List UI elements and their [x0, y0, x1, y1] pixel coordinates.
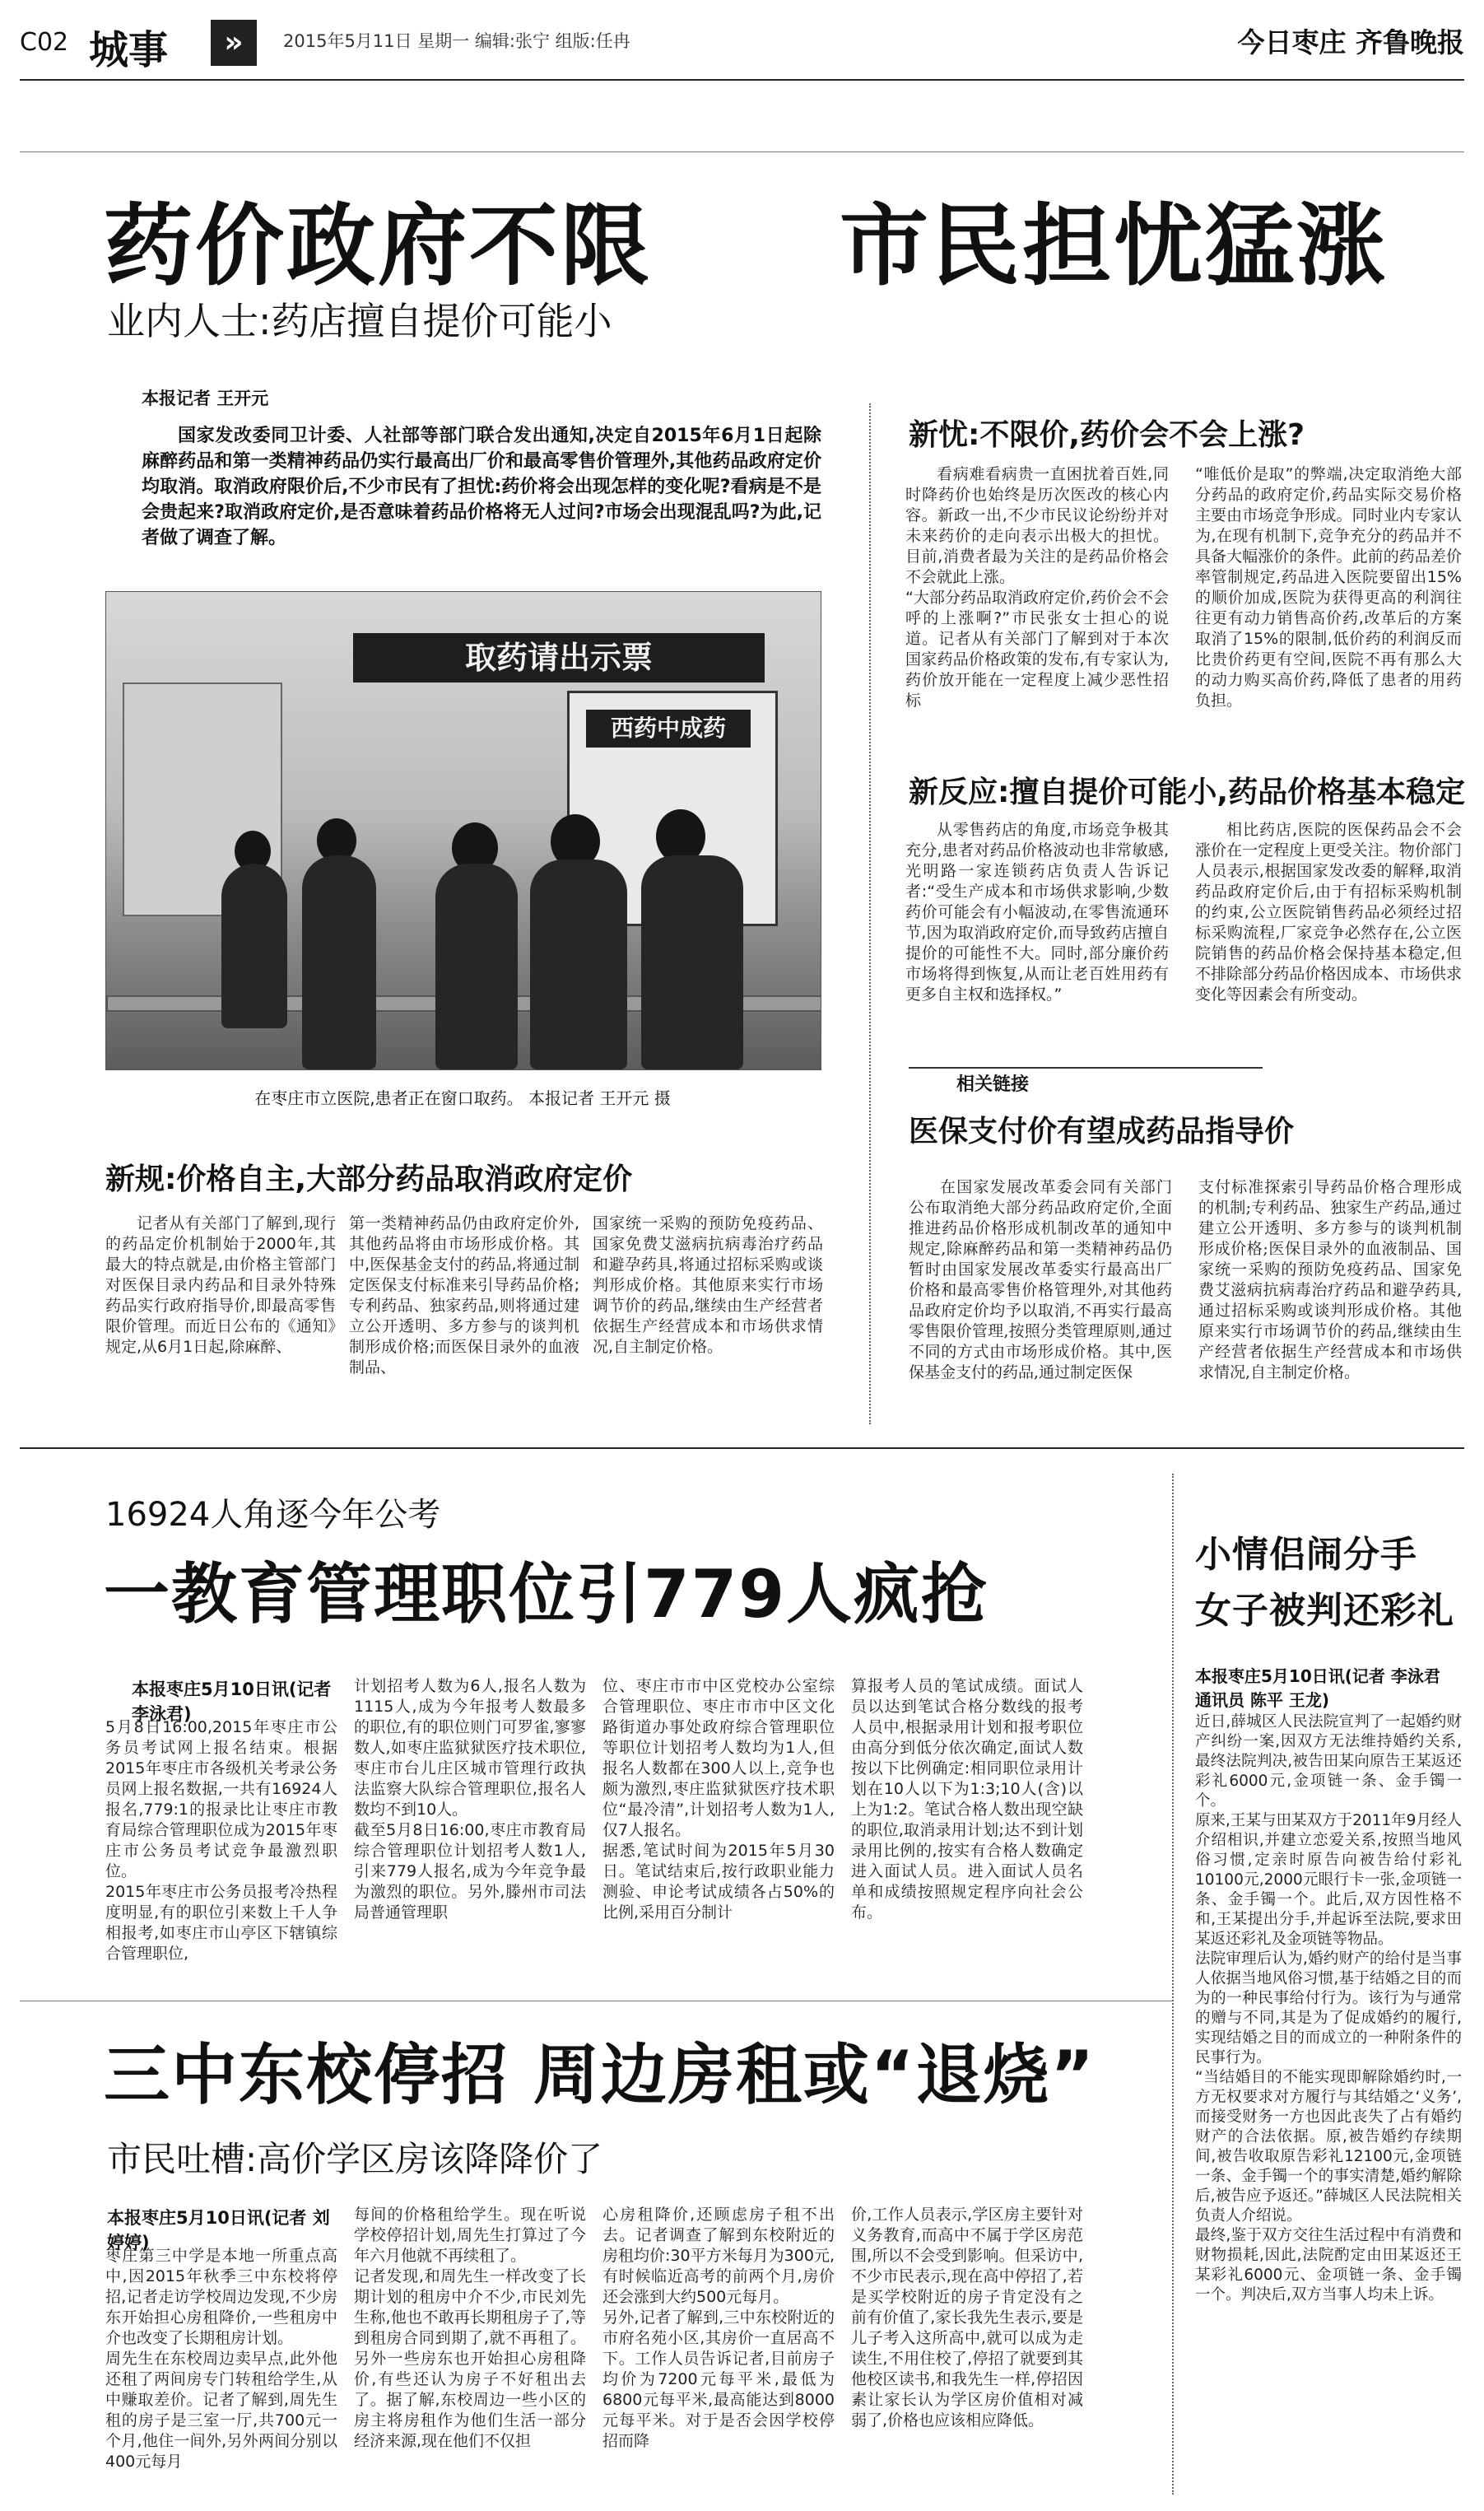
- related-heading: 医保支付价有望成药品指导价: [909, 1115, 1295, 1148]
- photo-person: [530, 860, 627, 1069]
- header-rule-second: [20, 151, 1464, 152]
- new-rules-col2: 第一类精神药品仍由政府定价外,其他药品将由市场形成价格。其中,医保基金支付的药品,将通过制定医保支付标准来引导药品价格;专利药品、独家药品,则将通过建立公开透明、多方参与的谈判机制形成价格;而医保目录外的血液制品、: [349, 1214, 579, 1377]
- photo-sign-window: 西药中成药: [586, 710, 751, 748]
- new-rules-col3: 国家统一采购的预防免疫药品、国家免费艾滋病抗病毒治疗药品和避孕药具,将通过招标采购或谈判形成价格。其他原来实行市场调节价的药品,继续由生产经营者依据生产经营成本和市场供求情况,自主制定价格。: [593, 1214, 823, 1356]
- worry-heading: 新忧:不限价,药价会不会上涨?: [909, 418, 1305, 452]
- newspaper-brand: 今日枣庄 齐鲁晚报: [1237, 26, 1464, 58]
- story2-col2: 计划招考人数为6人,报名人数为1115人,成为今年报考人数最多的职位,有的职位则门可罗雀,寥寥数人,如枣庄监狱狱医疗技术职位,枣庄市台儿庄区城市管理行政执法监察大队综合管理职位,报名人数均不到10人。 截至5月8日16:00,枣庄市教育局综合管理职位计划招考人数1人,引来779人报名,成为今年竞争最为激烈的职位。另外,滕州市司法局普通管理职: [354, 1677, 586, 1922]
- story4-body: 近日,薛城区人民法院宣判了一起婚约财产纠纷一案,因双方无法维持婚约关系,最终法院判决,被告田某向原告王某返还彩礼6000元,金项链一条、金手镯一个。 原来,王某与田某双方于2011年9月经人介绍相识,并建立恋爱关系,按照当地风俗习惯,定亲时原告向被告给付彩礼10100元,2000元眼行卡一张,金项链一条、金手镯一个。此后,双方因性格不和,王某提出分手,并起诉至法院,要求田某返还彩礼及金项链等物品。 法院审理后认为,婚约财产的给付是当事人依据当地风俗习惯,基于结婚之目的而为的一种民事给付行为。该行为与通常的赠与不同,其是为了促成婚约的履行,实现结婚之目的而成立的一种附条件的民事行为。 “当结婚目的不能实现即解除婚约时,一方无权要求对方履行与其结婚之‘义务’,而接受财务一方也因此丧失了占有婚约财产的合法依据。原,被告婚约存续期间,被告收取原告彩礼12100元,金项链一条、金手镯一个的事实清楚,婚约解除后,被告应予返还。”薛城区人民法院相关负责人介绍说。 最终,鉴于双方交往生活过程中有消费和财物损耗,因此,法院酌定由田某返还王某彩礼6000元、金项链一条、金手镯一个。判决后,双方当事人均未上诉。: [1195, 1713, 1462, 2304]
- related-rule: [909, 1067, 1263, 1069]
- story3-col4: 价,工作人员表示,学区房主要针对义务教育,而高中不属于学区房范围,所以不会受到影响。但采访中,不少市民表示,现在高中停招了,若是买学校附近的房子肯定没有之前有价值了,家长我先生表示,要是儿子考入这所高中,就可以成为走读生,不用住校了,停招了就要到其他校区读书,和我先生一样,停招因素让家长认为学区房价值相对减弱了,价格也应该相应降低。: [851, 2206, 1083, 2429]
- story3-col3: 心房租降价,还顾虑房子租不出去。记者调查了解到东校附近的房租均价:30平方米每月为300元,有时候临近高考的前两个月,房价还会涨到大约500元每月。 另外,记者了解到,三中东校附近的市府名苑小区,其房价一直居高不下。工作人员告诉记者,目前房子均价为7200元每平米,最低为6800元每平米,最高能达到8000元每平米。对于是否会因学校停招而降: [602, 2206, 835, 2450]
- photo-person: [641, 855, 743, 1069]
- story1-lead: 国家发改委同卫计委、人社部等部门联合发出通知,决定自2015年6月1日起除麻醉药品和第一类精神药品仍实行最高出厂价和最高零售价管理外,其他药品政府定价均取消。取消政府限价后,不少市民有了担忧:药价将会出现怎样的变化呢?看病是不是会贵起来?取消政府定价,是否意味着药品价格将无人过问?市场会出现混乱吗?为此,记者做了调查了解。: [142, 426, 821, 548]
- column-divider: [869, 403, 871, 1424]
- story3-headline: 三中东校停招 周边房租或“退烧”: [104, 2037, 1096, 2113]
- story2-byline: 本报枣庄5月10日讯(记者 李泳君): [132, 1679, 332, 1724]
- story2-col4: 算报考人员的笔试成绩。面试人员以达到笔试合格分数线的报考人员中,根据录用计划和报考职位由高分到低分依次确定,面试人数按以下比例确定:相同职位录用计划在10人以下为1:3;10人(含)以上为1:2。笔试合格人数出现空缺的职位,取消录用计划;达不到计划录用比例的,按实有合格人数确定进入面试人员。进入面试人员名单和成绩按照规定程序向社会公布。: [851, 1677, 1083, 1922]
- story1-subtitle: 业内人士:药店擅自提价可能小: [107, 299, 612, 343]
- photo-person: [302, 855, 376, 1069]
- story3-col1: 枣庄第三中学是本地一所重点高中,因2015年秋季三中东校将停招,记者走访学校周边发现,不少房东开始担心房租降价,一些租房中介也改变了长期租房计划。 周先生在东校周边卖早点,此外他还租了两间房专门转租给学生,从中赚取差价。记者了解到,周先生租的房子是三室一厅,共700元一个月,他住一间外,另外两间分别以400元每月: [105, 2247, 337, 2471]
- reaction-col1: 从零售药店的角度,市场竞争极其充分,患者对药品价格波动也非常敏感,光明路一家连锁药店负责人告诉记者:“受生产成本和市场供求影响,少数药价可能会有小幅波动,在零售流通环节,因为取消政府定价,而导致药店擅自提价的可能性不大。同时,部分廉价药市场将得到恢复,从而让老百姓用药有更多自主权和选择权。”: [905, 821, 1169, 1004]
- story4-byline: 本报枣庄5月10日讯(记者 李泳君 通讯员 陈平 王龙): [1195, 1666, 1440, 1710]
- story3-subtitle: 市民吐槽:高价学区房该降降价了: [107, 2139, 603, 2179]
- story3-byline: 本报枣庄5月10日讯(记者 刘婷婷): [107, 2208, 330, 2252]
- story3-col2: 每间的价格租给学生。现在听说学校停招计划,周先生打算过了今年六月他就不再续租了。 记者发现,和周先生一样改变了长期计划的租房中介不少,市民刘先生称,他也不敢再长期租房子了,等到租房合同到期了,就不再租了。另外一些房东也开始担心房租降价,有些还认为房子不好租出去了。据了解,东校周边一些小区的房主将房租作为他们生活一部分经济来源,现在他们不仅担: [354, 2206, 586, 2450]
- pharmacy-photo: [105, 591, 821, 1070]
- section-title: 城事: [89, 27, 169, 73]
- issue-meta: 2015年5月11日 星期一 编辑:张宁 组版:任冉: [283, 31, 630, 51]
- story2-headline: 一教育管理职位引779人疯抢: [104, 1556, 989, 1633]
- double-chevron-icon: »: [211, 20, 257, 66]
- related-col1: 在国家发展改革委会同有关部门公布取消绝大部分药品政府定价,全面推进药品价格形成机制改革的通知中规定,除麻醉药品和第一类精神药品仍暂时由国家发展改革委实行最高出厂价格和最高零售价格管理外,对其他药品政府定价均予以取消,不再实行最高零售限价管理,按照分类管理原则,通过不同的方式由市场形成价格。其中,医保基金支付的药品,通过制定医保: [909, 1178, 1172, 1381]
- story2-kicker: 16924人角逐今年公考: [105, 1496, 441, 1534]
- reaction-col2: 相比药店,医院的医保药品会不会涨价在一定程度上更受关注。物价部门人员表示,根据国家发改委的解释,取消药品政府定价后,由于有招标采购机制的约束,公立医院销售药品必须经过招标采购流程,厂家竞争必然存在,公立医院销售的药品价格会保持基本稳定,但不排除部分药品价格因成本、市场供求变化等因素会有所变动。: [1195, 821, 1462, 1004]
- worry-col1: 看病难看病贵一直困扰着百姓,同时降药价也始终是历次医改的核心内容。新政一出,不少市民议论纷纷并对未来药价的走向表示出极大的担忧。目前,消费者最为关注的是药品价格会不会就此上涨。 “大部分药品取消政府定价,药价会不会呼的上涨啊?”市民张女士担心的说道。记者从有关部门了解到对于本次国家药品价格政策的发布,有专家认为,药价放开能在一定程度上减少恶性招标: [905, 465, 1169, 710]
- new-rules-col1: 记者从有关部门了解到,现行的药品定价机制始于2000年,其最大的特点就是,由价格主管部门对医保目录内药品和目录外特殊药品实行政府指导价,即最高零售限价管理。而近日公布的《通知》规定,从6月1日起,除麻醉、: [105, 1214, 336, 1356]
- photo-person: [435, 864, 518, 1069]
- headline-right: 市民担忧猛涨: [840, 195, 1389, 298]
- photo-caption: 在枣庄市立医院,患者正在窗口取药。 本报记者 王开元 摄: [254, 1088, 671, 1108]
- story2-col3: 位、枣庄市市中区党校办公室综合管理职位、枣庄市市中区文化路街道办事处政府综合管理职位等职位计划招考人数均为1人,但报名人数都在300人以上,竞争也颇为激烈,枣庄监狱狱医疗技术职位“最冷清”,计划招考人数为1人,仅7人报名。 据悉,笔试时间为2015年5月30日。笔试结束后,按行政职业能力测验、申论考试成绩各占50%的比例,采用百分制计: [602, 1677, 835, 1922]
- section-rule: [20, 1447, 1464, 1449]
- story4-headline-line1: 小情侣闹分手: [1195, 1534, 1417, 1576]
- related-col2: 支付标准探索引导药品价格合理形成的机制;专利药品、独家生产药品,通过建立公开透明、多方参与的谈判机制形成价格;医保目录外的血液制品、国家统一采购的预防免疫药品、国家免费艾滋病抗病毒治疗药品和避孕药具,通过招标采购或谈判形成价格。其他原来实行市场调节价的药品,继续由生产经营者依据生产经营成本和市场供求情况,自主制定价格。: [1198, 1178, 1462, 1381]
- photo-sign-top: 取药请出示票: [353, 633, 765, 682]
- header-rule: [20, 79, 1464, 81]
- story1-byline: 本报记者 王开元: [142, 389, 269, 408]
- worry-col2: “唯低价是取”的弊端,决定取消绝大部分药品的政府定价,药品实际交易价格主要由市场竞争形成。同时业内专家认为,在现有机制下,竞争充分的药品并不具备大幅涨价的条件。此前的药品差价率管制规定,药品进入医院要留出15%的顺价加成,医院为获得更高的利润往往更有动力销售高价药,改革后的方案取消了15%的限制,低价药的利润反而比贵价药更有空间,医院不再有那么大的动力购买高价药,降低了患者的用药负担。: [1195, 465, 1462, 710]
- sidebar-divider: [1172, 1474, 1174, 2495]
- new-rules-heading: 新规:价格自主,大部分药品取消政府定价: [105, 1162, 633, 1196]
- story4-headline-line2: 女子被判还彩礼: [1195, 1590, 1454, 1632]
- related-label: 相关链接: [947, 1070, 1039, 1096]
- photo-person: [221, 864, 287, 1028]
- page-code: C02: [20, 28, 69, 57]
- story2-col1: 5月8日16:00,2015年枣庄市公务员考试网上报名结束。根据2015年枣庄市各级机关考录公务员网上报名数据,一共有16924人报名,779:1的报录比让枣庄市教育局综合管理职位成为2015年枣庄市公务员考试竞争最激烈职位。 2015年枣庄市公务员报考冷热程度明显,有的职位引来数上千人争相报考,如枣庄市山亭区下辖镇综合管理职位,: [105, 1718, 337, 1963]
- headline-left: 药价政府不限: [104, 195, 653, 298]
- reaction-heading: 新反应:擅自提价可能小,药品价格基本稳定: [909, 776, 1466, 809]
